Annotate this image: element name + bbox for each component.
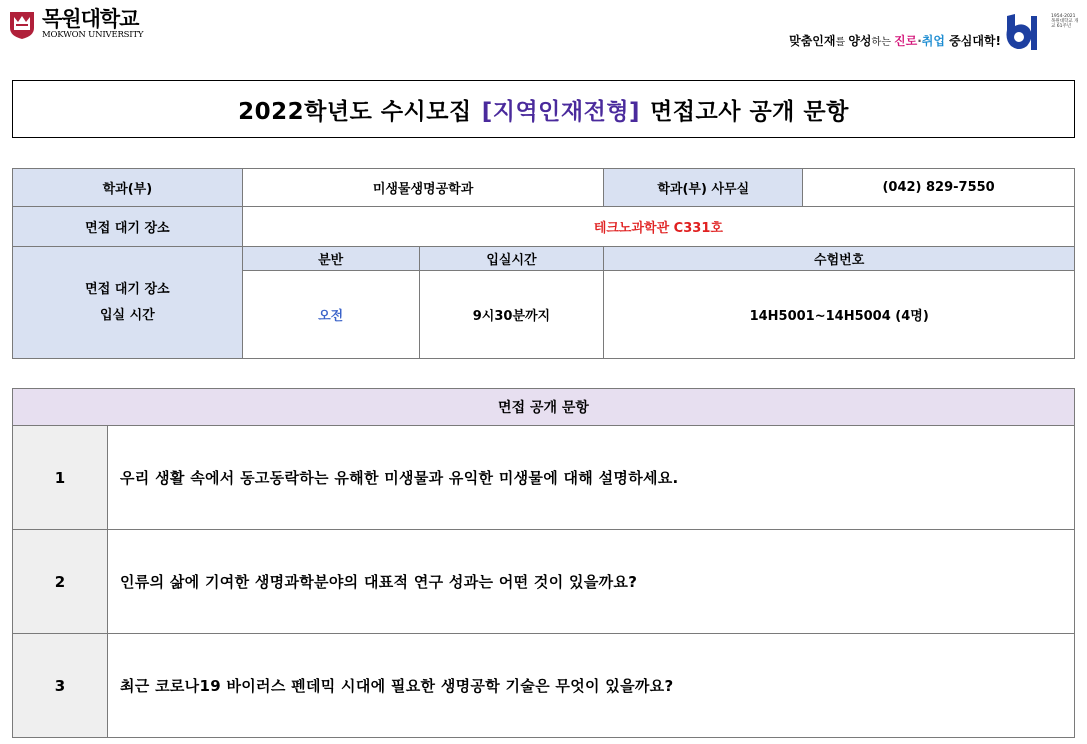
entry-time-header: 입실시간 — [419, 247, 604, 271]
info-table — [12, 168, 1075, 359]
page-title — [12, 80, 1075, 138]
entry-time-label — [13, 247, 243, 359]
slogan-part: 를 — [835, 37, 849, 48]
slogan-part: 진로 — [894, 34, 918, 48]
office-label: 학과(부) 사무실 — [604, 169, 803, 207]
question-number: 2 — [13, 530, 108, 634]
title-prefix: 2022학년도 수시모집 — [238, 98, 472, 125]
question-number: 1 — [13, 426, 108, 530]
anniversary-fine-text: 1954-2021 목원대학교 개교 61주년 — [1051, 14, 1079, 29]
slogan-part: 중심대학! — [944, 34, 1001, 48]
session-header: 분반 — [242, 247, 419, 271]
university-name-korean: 목원대학교 — [42, 7, 139, 31]
title-highlight: [지역인재전형] — [481, 98, 641, 125]
table-row — [13, 634, 1075, 738]
question-text: 인류의 삶에 기여한 생명과학분야의 대표적 연구 성과는 어떤 것이 있을까요? — [108, 530, 1075, 634]
table-row — [13, 530, 1075, 634]
anniversary-badge-icon — [1005, 12, 1039, 52]
question-number: 3 — [13, 634, 108, 738]
waiting-place-label: 면접 대기 장소 — [13, 207, 243, 247]
office-phone: (042) 829-7550 — [803, 169, 1075, 207]
slogan-part: 하는 — [871, 37, 895, 48]
slogan-part: 맞춤인재 — [789, 34, 836, 48]
entry-time-value: 9시30분까지 — [419, 271, 604, 359]
session-value: 오전 — [242, 271, 419, 359]
waiting-place-value: 테크노과학관 C331호 — [242, 207, 1074, 247]
question-text: 최근 코로나19 바이러스 펜데믹 시대에 필요한 생명공학 기술은 무엇이 있을까요? — [108, 634, 1075, 738]
dept-label: 학과(부) — [13, 169, 243, 207]
exam-number-header: 수험번호 — [604, 247, 1075, 271]
title-suffix: 면접고사 공개 문항 — [650, 98, 849, 125]
slogan-part: 취업 — [921, 34, 945, 48]
slogan-part: · — [917, 34, 922, 48]
university-name-english: MOKWON UNIVERSITY — [42, 30, 144, 40]
exam-number-value: 14H5001~14H5004 (4명) — [604, 271, 1075, 359]
questions-table — [12, 388, 1075, 738]
slogan-part: 양성 — [848, 34, 872, 48]
table-row — [13, 426, 1075, 530]
slogan — [789, 32, 1001, 49]
entry-label-line: 면접 대기 장소 — [85, 281, 170, 297]
question-text: 우리 생활 속에서 동고동락하는 유해한 미생물과 유익한 미생물에 대해 설명하세요. — [108, 426, 1075, 530]
entry-label-line: 입실 시간 — [99, 307, 155, 323]
dept-value: 미생물생명공학과 — [242, 169, 604, 207]
questions-heading: 면접 공개 문항 — [13, 389, 1075, 426]
university-logo — [8, 8, 143, 40]
university-seal-icon — [8, 8, 36, 40]
